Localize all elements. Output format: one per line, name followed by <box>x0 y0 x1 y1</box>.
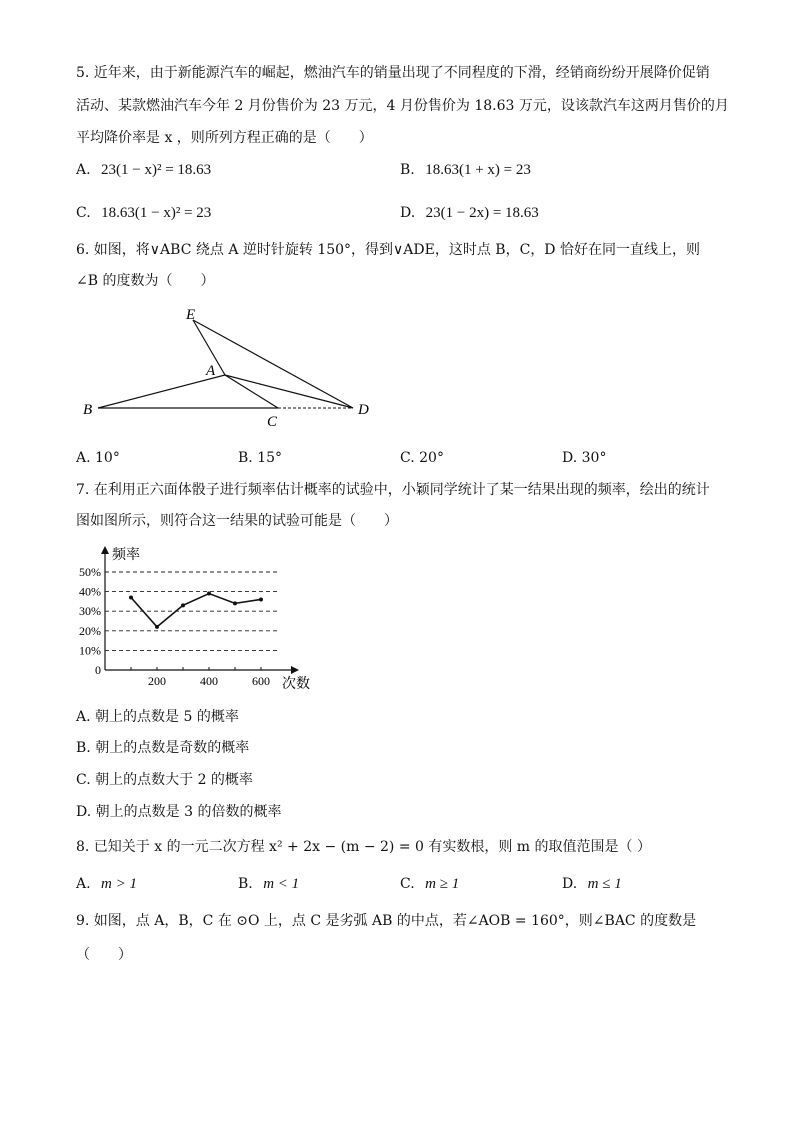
point-label-c: C <box>267 414 278 430</box>
data-point <box>233 601 237 605</box>
x-axis-label: 次数 <box>282 677 310 692</box>
q6-stem-line1: 6. 如图，将∨ABC 绕点 A 逆时针旋转 150°，得到∨ADE，这时点 B，C，D 恰好在同一直线上，则 <box>76 242 700 258</box>
option-text: 23(1 − x)² = 18.63 <box>101 162 212 178</box>
x-tick-label: 600 <box>252 674 270 688</box>
q6-option-b <box>238 448 282 468</box>
point-label-b: B <box>83 402 93 418</box>
option-label: D. <box>562 876 578 892</box>
q7-option-b <box>76 738 249 758</box>
option-text: 10° <box>95 450 120 466</box>
data-point <box>207 592 211 596</box>
q7-stem-line1: 7. 在利用正六面体骰子进行频率估计概率的试验中，小颖同学统计了某一结果出现的频率，绘出的统计 <box>76 482 710 498</box>
q6-option-a <box>76 448 120 468</box>
q9-stem-line1: 9. 如图，点 A，B，C 在 ⊙O 上，点 C 是劣弧 AB 的中点，若∠AOB = 160°，则∠BAC 的度数是 <box>76 913 697 929</box>
q8-option-d <box>562 874 622 894</box>
q8-option-a <box>76 874 137 894</box>
point-label-d: D <box>358 402 369 418</box>
point-label-e: E <box>186 307 196 323</box>
option-text: 15° <box>257 450 283 466</box>
frequency-series-line <box>131 594 261 627</box>
q7-option-d <box>76 802 281 822</box>
option-label: D. <box>400 205 416 221</box>
option-label: B. <box>238 450 253 466</box>
q5-stem-line3: 平均降价率是 x ，则所列方程正确的是（ ） <box>76 130 373 146</box>
q8-stem-line1: 8. 已知关于 x 的一元二次方程 x² + 2x − (m − 2) = 0 有实数根，则 m 的取值范围是（ ） <box>76 839 651 855</box>
option-text: 朝上的点数是奇数的概率 <box>95 740 250 756</box>
segment-ac <box>225 375 278 408</box>
option-label: C. <box>76 205 91 221</box>
y-tick-label: 30% <box>79 604 101 619</box>
q7-option-c <box>76 770 253 790</box>
option-label: C. <box>76 772 91 788</box>
q5-option-c <box>76 203 211 223</box>
q6-stem-line2: ∠B 的度数为（ ） <box>76 273 215 289</box>
option-text: 30° <box>581 450 607 466</box>
q8-option-b <box>238 874 299 894</box>
x-axis-arrow <box>291 666 299 674</box>
option-label: B. <box>238 876 253 892</box>
frequency-line-chart <box>70 540 330 695</box>
option-text: m ≤ 1 <box>587 876 622 892</box>
option-label: A. <box>76 162 91 178</box>
option-text: 朝上的点数大于 2 的概率 <box>95 772 253 788</box>
segment-ed <box>193 320 353 408</box>
option-text: m < 1 <box>263 876 300 892</box>
option-label: A. <box>76 709 91 725</box>
option-label: B. <box>400 162 415 178</box>
data-point <box>259 597 263 601</box>
q6-option-d <box>562 448 606 468</box>
option-text: 20° <box>419 450 444 466</box>
y-axis-label: 频率 <box>112 548 140 563</box>
y-tick-label: 10% <box>79 643 101 658</box>
option-label: C. <box>400 450 415 466</box>
x-tick-label: 400 <box>200 674 218 688</box>
option-label: D. <box>76 804 92 820</box>
data-point <box>155 625 159 629</box>
y-axis-arrow <box>101 546 109 554</box>
data-point <box>129 595 133 599</box>
option-text: 18.63(1 − x)² = 23 <box>101 205 212 221</box>
y-tick-label: 20% <box>79 623 101 638</box>
option-text: 23(1 − 2x) = 18.63 <box>425 205 539 221</box>
option-label: C. <box>400 876 415 892</box>
q7-option-a <box>76 707 239 727</box>
q8-option-c <box>400 874 459 894</box>
option-text: 朝上的点数是 3 的倍数的概率 <box>95 804 282 820</box>
option-label: D. <box>562 450 578 466</box>
option-text: 朝上的点数是 5 的概率 <box>95 709 239 725</box>
q5-option-d <box>400 203 539 223</box>
option-label: B. <box>76 740 91 756</box>
segment-ab <box>98 375 225 408</box>
q9-stem-line2: （ ） <box>76 947 132 963</box>
y-tick-label: 40% <box>79 584 101 599</box>
q5-option-a <box>76 160 211 180</box>
option-label: A. <box>76 876 91 892</box>
segment-ad <box>225 375 353 408</box>
q6-option-c <box>400 448 444 468</box>
option-text: m ≥ 1 <box>425 876 460 892</box>
data-point <box>181 603 185 607</box>
rotation-figure <box>80 300 380 430</box>
point-label-a: A <box>206 363 216 379</box>
option-text: 18.63(1 + x) = 23 <box>425 162 531 178</box>
option-label: A. <box>76 450 91 466</box>
q5-stem-line2: 活动、某款燃油汽车今年 2 月份售价为 23 万元，4 月份售价为 18.63 万元，设该款汽车这两月售价的月 <box>76 98 729 114</box>
option-text: m > 1 <box>101 876 137 892</box>
q5-stem-line1: 5. 近年来，由于新能源汽车的崛起，燃油汽车的销量出现了不同程度的下滑，经销商纷纷开展降价促销 <box>76 65 710 81</box>
q5-option-b <box>400 160 531 180</box>
x-tick-label: 200 <box>148 674 166 688</box>
y-tick-label: 50% <box>79 565 101 579</box>
y-tick-label: 0 <box>95 663 101 677</box>
q7-stem-line2: 图如图所示，则符合这一结果的试验可能是（ ） <box>76 513 398 529</box>
